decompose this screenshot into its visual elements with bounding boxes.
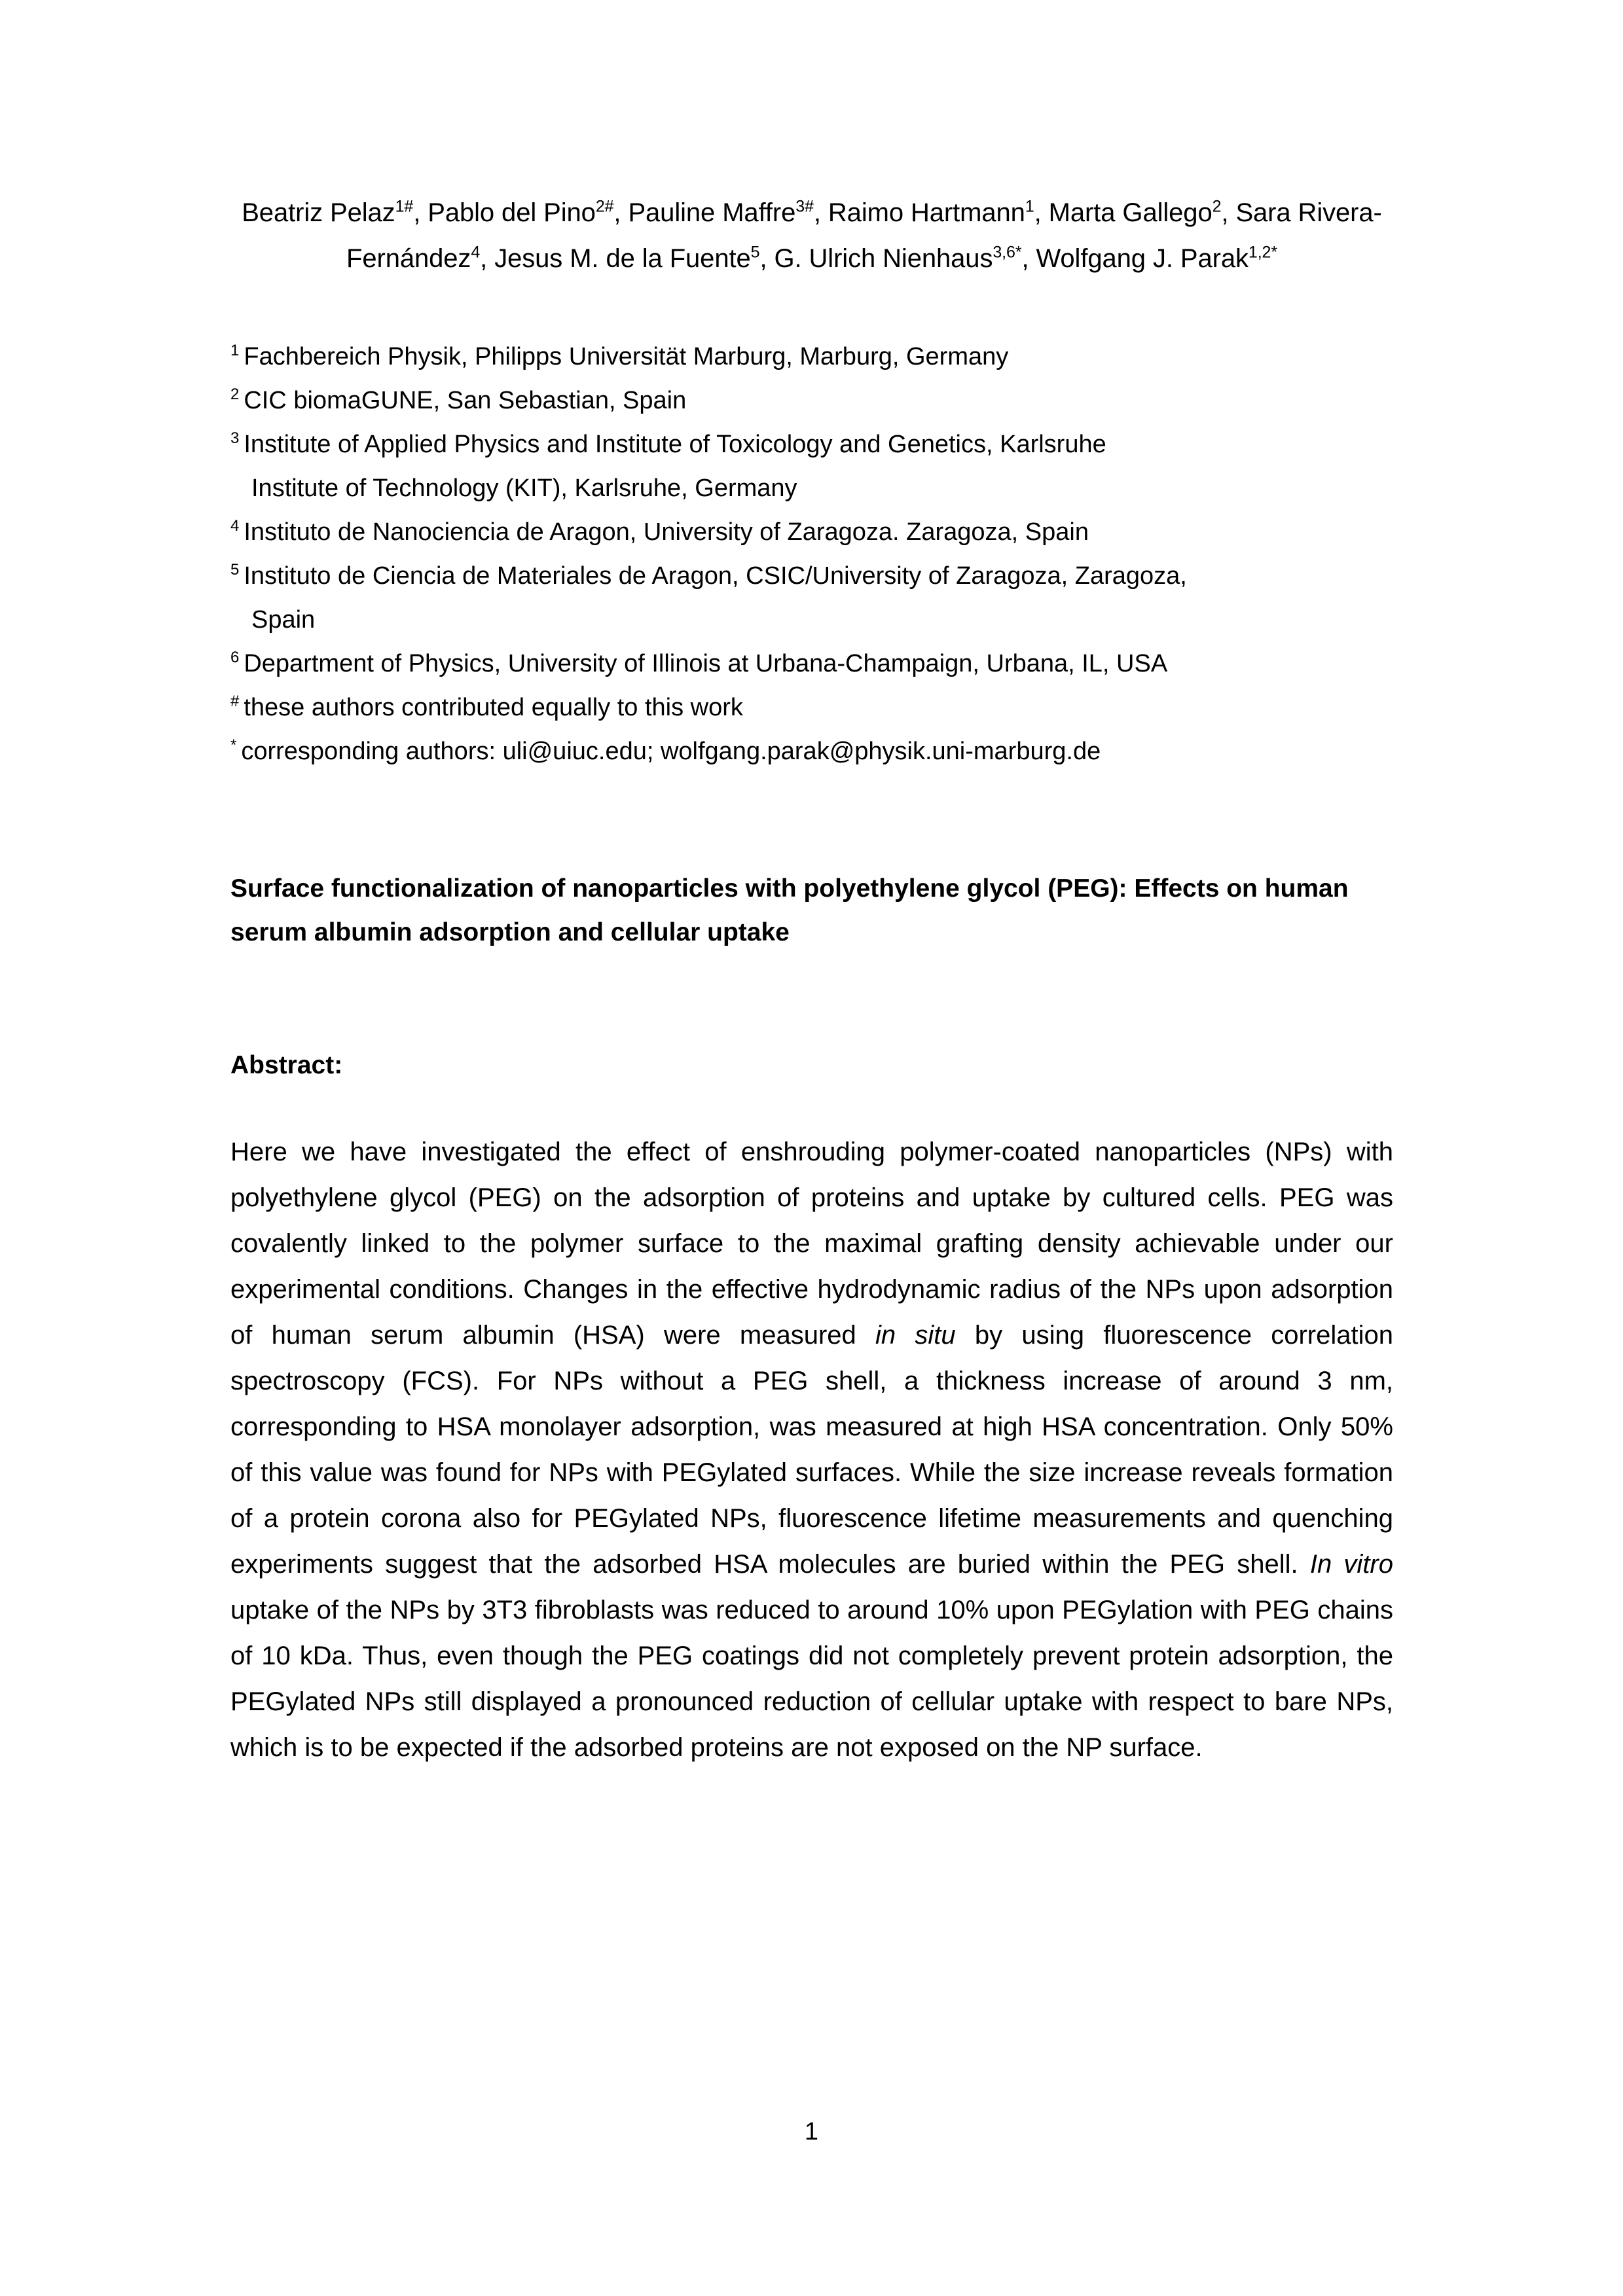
affiliation-item — [230, 642, 1393, 686]
author-name: Raimo Hartmann — [828, 198, 1025, 227]
author-name: Jesus M. de la Fuente — [494, 244, 751, 273]
affiliation-list — [230, 335, 1393, 774]
page-content-column — [230, 0, 1393, 1770]
author-entry — [828, 198, 1034, 227]
affiliation-footnote-equal-contribution — [230, 686, 1393, 730]
affiliation-continuation: Institute of Technology (KIT), Karlsruhe, Germany — [251, 475, 797, 502]
affiliation-footnote-corresponding-authors — [230, 730, 1393, 774]
affiliation-continuation: Spain — [251, 606, 316, 634]
affiliation-item — [230, 335, 1393, 379]
affiliation-item — [230, 423, 1393, 467]
author-entry — [428, 198, 613, 227]
author-separator: , — [480, 244, 495, 273]
author-affiliation-marker: 3# — [795, 197, 814, 216]
page-title: Surface functionalization of nanoparticles with polyethylene glycol (PEG): Effects on human serum albumin adsorption and cellular uptake — [230, 874, 1349, 946]
affiliation-text: corresponding authors: uli@uiuc.edu; wolfgang.parak@physik.uni-marburg.de — [241, 738, 1101, 765]
author-separator: , — [759, 244, 775, 273]
author-separator: , — [613, 198, 629, 227]
page-number: 1 — [804, 2118, 819, 2145]
author-separator: , — [413, 198, 428, 227]
affiliation-marker: 6 — [230, 649, 240, 667]
abstract-heading: Abstract: — [230, 1051, 343, 1079]
author-name: Pauline Maffre — [628, 198, 796, 227]
abstract-text-part-2: by using fluorescence correlation spectroscopy (FCS). For NPs without a PEG shell, a thickness increase of around 3 nm, corresponding to HSA monolayer adsorption, was measured at high HSA concentration. Only 50% of this value was found for NPs with PEGylated surfaces. While the size increase reveals formation of a protein corona also for PEGylated NPs, fluorescence lifetime measurements and quenching experiments suggest that the adsorbed HSA molecules are buried within the PEG shell. — [230, 1321, 1393, 1579]
author-affiliation-marker: 1 — [1025, 197, 1034, 216]
abstract-italic-in-situ: in situ — [875, 1321, 956, 1350]
affiliation-marker: 5 — [230, 561, 240, 579]
affiliation-marker: 2 — [230, 386, 240, 404]
author-name: Sara Rivera-Fernández — [346, 198, 1382, 273]
author-name: Pablo del Pino — [428, 198, 596, 227]
affiliation-marker: 1 — [230, 342, 240, 360]
author-separator: , — [1021, 244, 1036, 273]
author-affiliation-marker: 1,2* — [1248, 243, 1277, 262]
author-entry — [1036, 244, 1277, 273]
affiliation-item — [230, 511, 1393, 554]
author-entry — [628, 198, 813, 227]
author-name: Beatriz Pelaz — [242, 198, 395, 227]
author-affiliation-marker: 2# — [595, 197, 614, 216]
affiliation-text: Instituto de Nanociencia de Aragon, University of Zaragoza. Zaragoza, Spain — [244, 518, 1089, 546]
author-entry — [774, 244, 1021, 273]
affiliation-marker: # — [230, 692, 240, 711]
affiliation-text: these authors contributed equally to this work — [244, 694, 743, 721]
affiliation-text: CIC biomaGUNE, San Sebastian, Spain — [244, 387, 687, 414]
author-separator: , — [1034, 198, 1049, 227]
abstract-text-part-1: Here we have investigated the effect of enshrouding polymer-coated nanoparticles (NPs) with polyethylene glycol (PEG) on the adsorption of proteins and uptake by cultured cells. PEG was covalently linked to the polymer surface to the maximal grafting density achievable under our experimental conditions. Changes in the effective hydrodynamic radius of the NPs upon adsorption of human serum albumin (HSA) were measured — [230, 1138, 1393, 1350]
affiliation-text: Department of Physics, University of Illinois at Urbana-Champaign, Urbana, IL, USA — [244, 650, 1168, 677]
affiliation-marker: 3 — [230, 429, 240, 448]
abstract-italic-in-vitro: In vitro — [1309, 1550, 1393, 1579]
author-affiliation-marker: 2 — [1212, 197, 1222, 216]
author-affiliation-marker: 4 — [471, 243, 481, 262]
author-affiliation-marker: 3,6* — [993, 243, 1022, 262]
author-list — [230, 190, 1393, 281]
affiliation-text: Fachbereich Physik, Philipps Universität Marburg, Marburg, Germany — [244, 343, 1009, 370]
author-affiliation-marker: 1# — [395, 197, 414, 216]
abstract-text-part-3: uptake of the NPs by 3T3 fibroblasts was reduced to around 10% upon PEGylation with PEG chains of 10 kDa. Thus, even though the PEG coatings did not completely prevent protein adsorption, the PEGylated NPs still displayed a pronounced reduction of cellular uptake with respect to bare NPs, which is to be expected if the adsorbed proteins are not exposed on the NP surface. — [230, 1596, 1393, 1762]
author-affiliation-marker: 5 — [750, 243, 760, 262]
author-entry — [242, 198, 413, 227]
abstract-body — [230, 1129, 1393, 1770]
affiliation-item — [230, 554, 1393, 598]
affiliation-item — [230, 379, 1393, 423]
author-name: G. Ulrich Nienhaus — [774, 244, 993, 273]
affiliation-text: Instituto de Ciencia de Materiales de Aragon, CSIC/University of Zaragoza, Zaragoza, — [244, 562, 1187, 590]
affiliation-marker: 4 — [230, 517, 240, 535]
author-name: Marta Gallego — [1048, 198, 1213, 227]
author-name: Wolfgang J. Parak — [1036, 244, 1249, 273]
affiliation-marker: * — [230, 736, 237, 755]
author-separator: , — [813, 198, 828, 227]
affiliation-text: Institute of Applied Physics and Institute of Toxicology and Genetics, Karlsruhe — [244, 431, 1106, 458]
author-entry — [494, 244, 759, 273]
author-separator: , — [1221, 198, 1236, 227]
author-entry — [1049, 198, 1222, 227]
